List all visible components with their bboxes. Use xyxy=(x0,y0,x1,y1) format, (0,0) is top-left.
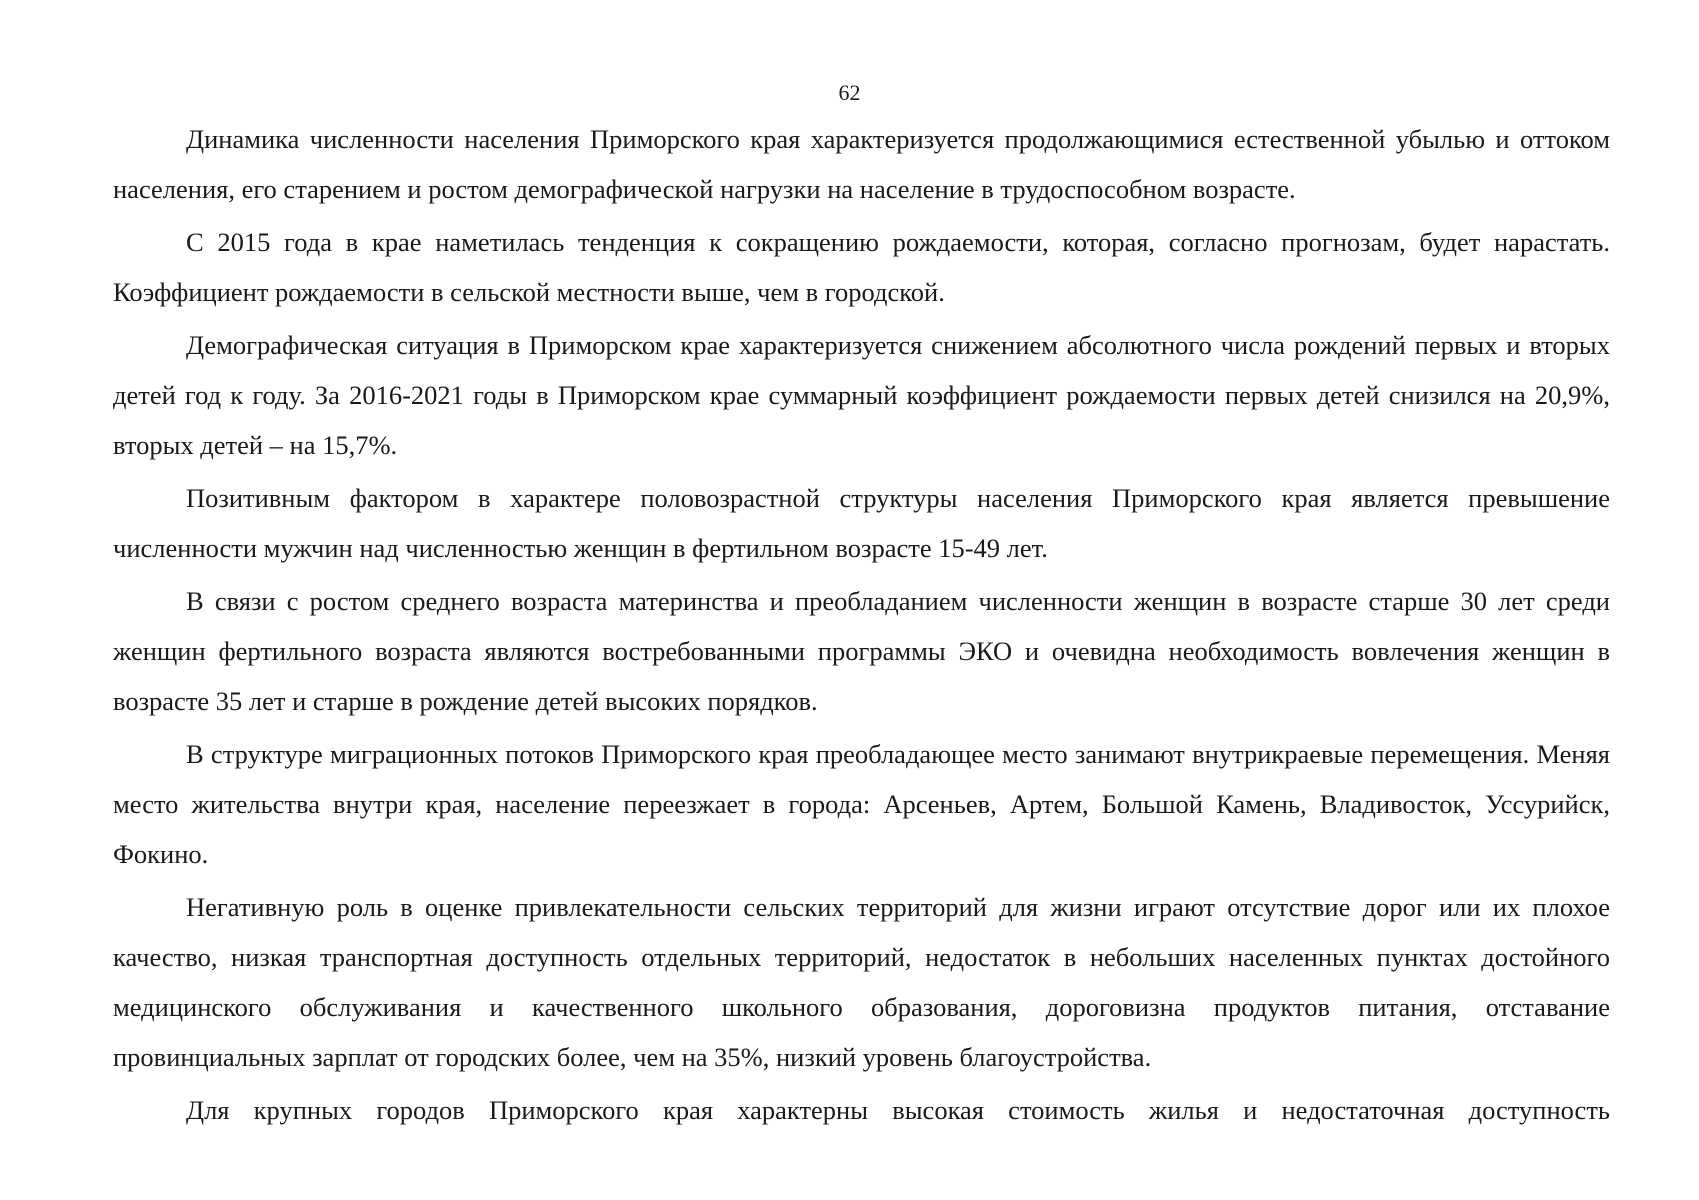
paragraph-maternity-age: В связи с ростом среднего возраста материнства и преобладанием численности женщин в возрасте старше 30 лет среди женщин фертильного возраста являются востребованными программы ЭКО и очевидна необходимость вовлечения женщин в возрасте 35 лет и старше в рождение детей высоких порядков. xyxy=(113,586,1610,716)
page-number: 62 xyxy=(838,80,861,105)
paragraph-sex-age-structure: Позитивным фактором в характере половозрастной структуры населения Приморского края является превышение численности мужчин над численностью женщин в фертильном возрасте 15-49 лет. xyxy=(113,483,1610,563)
document-body xyxy=(113,114,1610,1138)
paragraph-migration: В структуре миграционных потоков Приморского края преобладающее место занимают внутрикраевые перемещения. Меняя место жительства внутри края, население переезжает в города: Арсеньев, Артем, Большой Камень, Владивосток, Уссурийск, Фокино. xyxy=(113,739,1610,869)
paragraph-birth-rate-trend: С 2015 года в крае наметилась тенденция к сокращению рождаемости, которая, согласно прогнозам, будет нарастать. Коэффициент рождаемости в сельской местности выше, чем в городской. xyxy=(113,227,1610,307)
paragraph-large-cities: Для крупных городов Приморского края характерны высокая стоимость жилья и недостаточная доступность xyxy=(186,1095,1610,1125)
paragraph-demographic-situation: Демографическая ситуация в Приморском крае характеризуется снижением абсолютного числа рождений первых и вторых детей год к году. За 2016-2021 годы в Приморском крае суммарный коэффициент рождаемости первых детей снизился на 20,9%, вторых детей – на 15,7%. xyxy=(113,330,1610,460)
paragraph-population-dynamics: Динамика численности населения Приморского края характеризуется продолжающимися естественной убылью и оттоком населения, его старением и ростом демографической нагрузки на население в трудоспособном возрасте. xyxy=(113,124,1610,204)
paragraph-rural-attractiveness: Негативную роль в оценке привлекательности сельских территорий для жизни играют отсутствие дорог или их плохое качество, низкая транспортная доступность отдельных территорий, недостаток в небольших населенных пунктах достойного медицинского обслуживания и качественного школьного образования, дороговизна продуктов питания, отставание провинциальных зарплат от городских более, чем на 35%, низкий уровень благоустройства. xyxy=(113,892,1610,1072)
